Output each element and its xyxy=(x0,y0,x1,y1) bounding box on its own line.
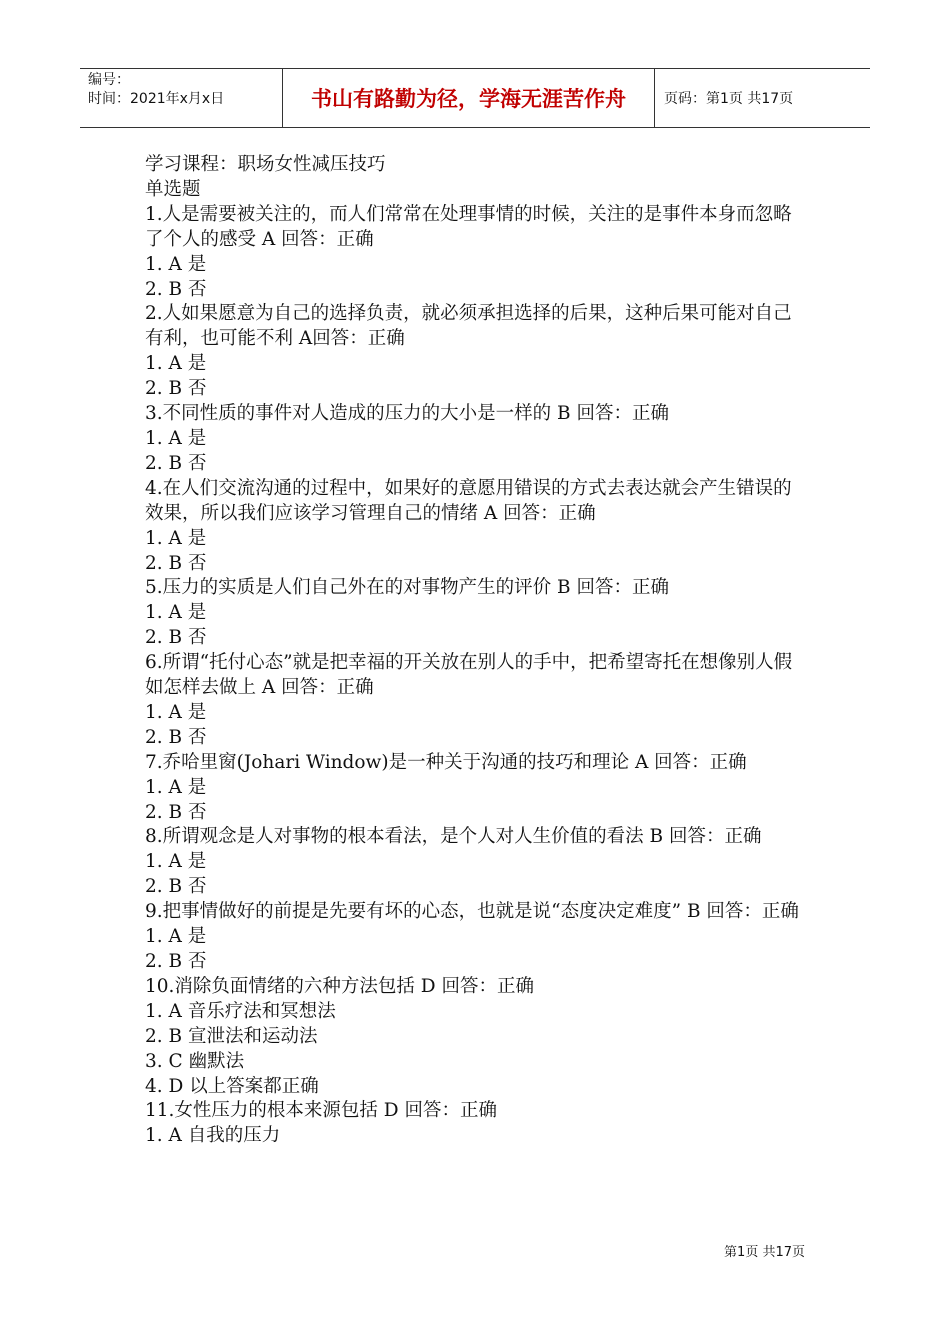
question-text: 11.女性压力的根本来源包括 D 回答：正确 xyxy=(145,1100,498,1122)
document-number-label: 编号： xyxy=(88,72,130,88)
document-date: 时间：2021年x月x日 xyxy=(88,91,225,107)
question-text: 5.压力的实质是人们自己外在的对事物产生的评价 B 回答：正确 xyxy=(145,577,670,599)
question-text: 8.所谓观念是人对事物的根本看法，是个人对人生价值的看法 B 回答：正确 xyxy=(145,826,762,848)
answer-option: 2. B 否 xyxy=(145,452,207,474)
answer-option: 1. A 是 xyxy=(145,427,207,449)
answer-option: 2. B 否 xyxy=(145,951,207,972)
answer-option: 3. C 幽默法 xyxy=(145,1050,245,1072)
question-text: 1.人是需要被关注的，而人们常常在处理事情的时候，关注的是事件本身而忽略了个人的感受 A 回答：正确 xyxy=(145,203,792,250)
answer-option: 1. A 音乐疗法和冥想法 xyxy=(145,1000,336,1022)
answer-option: 1. A 是 xyxy=(145,926,207,948)
answer-option: 2. B 否 xyxy=(145,876,207,898)
question-text: 6.所谓“托付心态”就是把幸福的开关放在别人的手中，把希望寄托在想像别人假如怎样去做上 A 回答：正确 xyxy=(145,652,793,699)
document-body xyxy=(145,153,810,1149)
question-text: 9.把事情做好的前提是先要有坏的心态，也就是说“态度决定难度” B 回答：正确 xyxy=(145,901,799,923)
answer-option: 1. A 是 xyxy=(145,602,207,624)
answer-option: 4. D 以上答案都正确 xyxy=(145,1075,319,1097)
answer-option: 2. B 否 xyxy=(145,278,207,300)
answer-option: 1. A 是 xyxy=(145,851,207,873)
course-title: 学习课程：职场女性减压技巧 xyxy=(145,154,386,175)
question-text: 3.不同性质的事件对人造成的压力的大小是一样的 B 回答：正确 xyxy=(145,403,670,425)
answer-option: 2. B 否 xyxy=(145,726,207,748)
header-motto: 书山有路勤为径，学海无涯苦作舟 xyxy=(282,69,655,127)
answer-option: 2. B 否 xyxy=(145,378,207,400)
answer-option: 2. B 宣泄法和运动法 xyxy=(145,1025,318,1047)
question-list xyxy=(145,203,810,1149)
page-header xyxy=(80,68,870,128)
answer-option: 1. A 是 xyxy=(145,253,207,275)
answer-option: 1. A 是 xyxy=(145,353,207,375)
page-footer: 第1页 共17页 xyxy=(724,1245,805,1260)
answer-option: 2. B 否 xyxy=(145,552,207,574)
answer-option: 2. B 否 xyxy=(145,801,207,823)
question-text: 7.乔哈里窗(Johari Window)是一种关于沟通的技巧和理论 A 回答：正确 xyxy=(145,751,747,773)
answer-option: 1. A 自我的压力 xyxy=(145,1125,281,1147)
section-title: 单选题 xyxy=(145,178,201,200)
answer-option: 2. B 否 xyxy=(145,627,207,649)
question-text: 10.消除负面情绪的六种方法包括 D 回答：正确 xyxy=(145,975,535,997)
question-text: 2.人如果愿意为自己的选择负责，就必须承担选择的后果，这种后果可能对自己有利，也可能不利 A回答：正确 xyxy=(145,303,792,350)
answer-option: 1. A 是 xyxy=(145,776,207,798)
header-page-number: 页码：第1页 共17页 xyxy=(664,91,794,107)
answer-option: 1. A 是 xyxy=(145,527,207,549)
header-info xyxy=(80,69,282,127)
answer-option: 1. A 是 xyxy=(145,701,207,723)
question-text: 4.在人们交流沟通的过程中，如果好的意愿用错误的方式去表达就会产生错误的效果，所以我们应该学习管理自己的情绪 A 回答：正确 xyxy=(145,477,792,524)
